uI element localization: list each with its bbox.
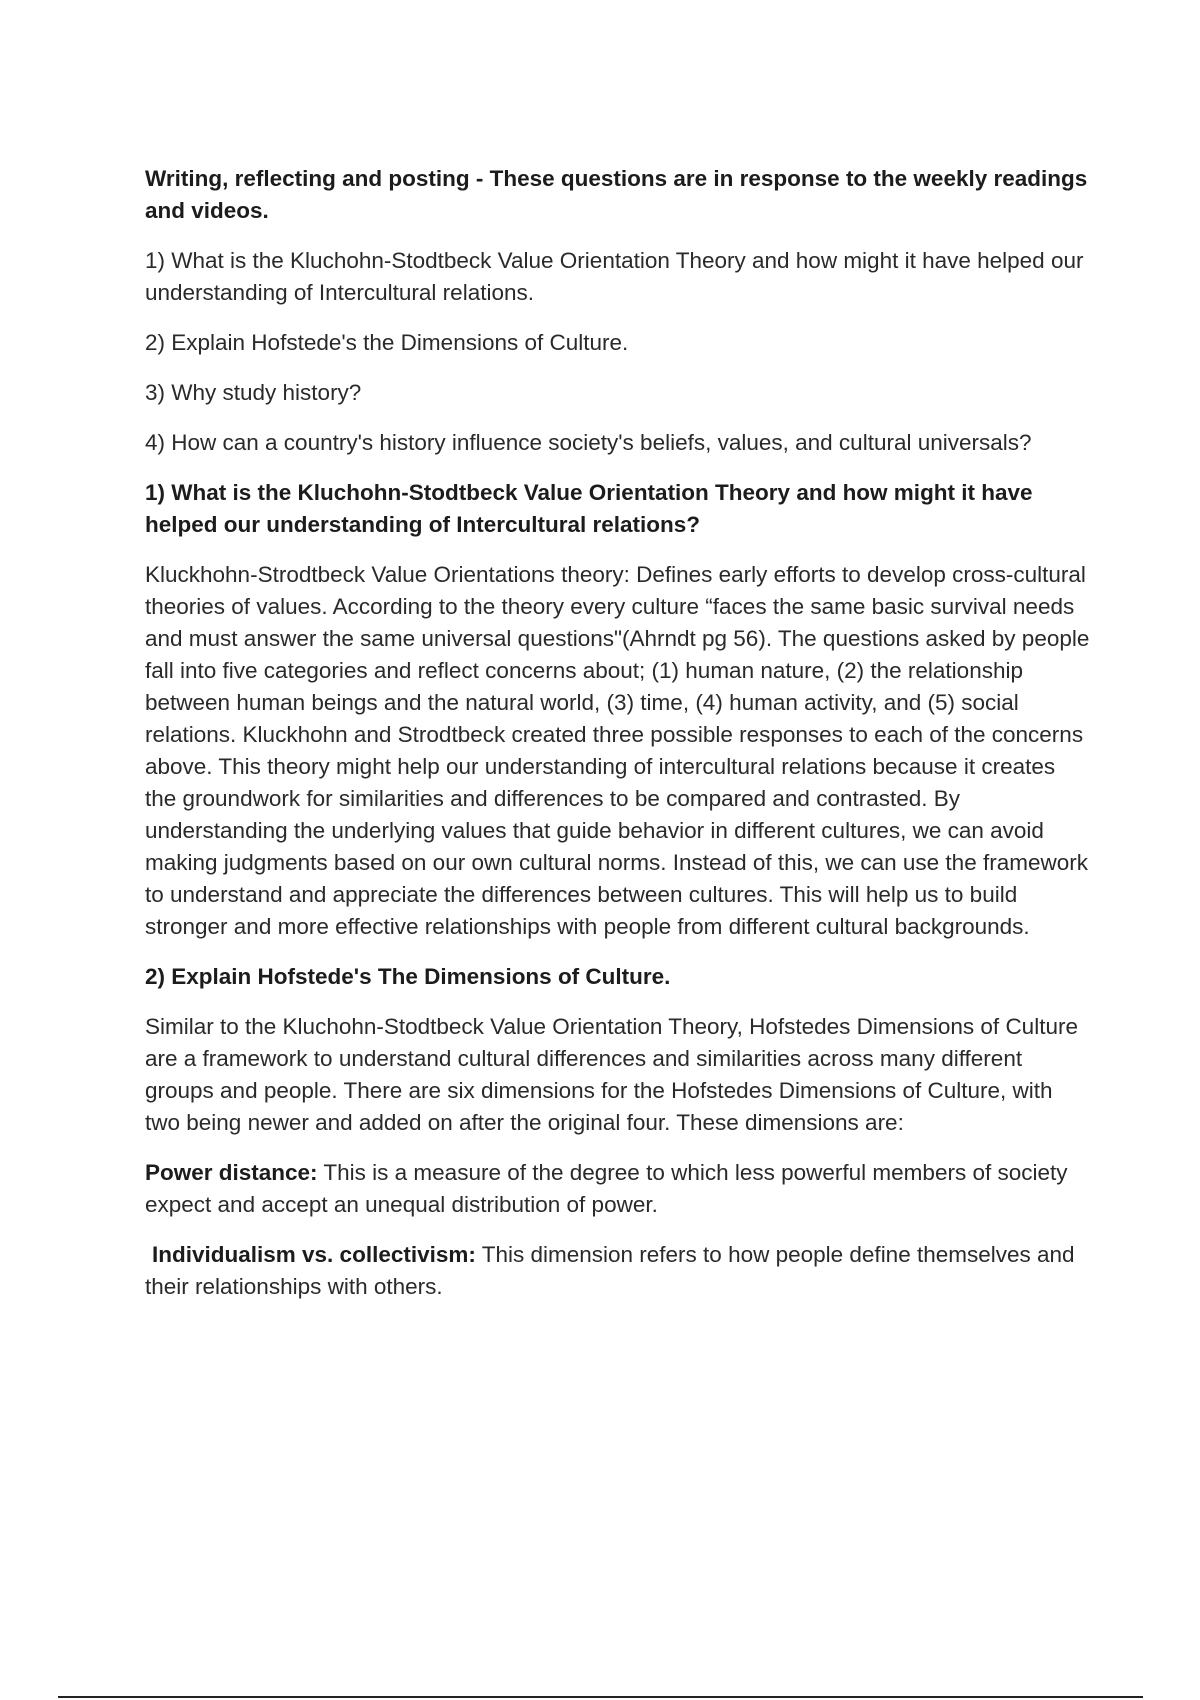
dimension-term: Power distance: xyxy=(145,1160,318,1185)
answer-2-heading: 2) Explain Hofstede's The Dimensions of Culture. xyxy=(145,964,671,989)
assignment-heading: Writing, reflecting and posting - These questions are in response to the weekly readings and videos. xyxy=(145,166,1088,223)
answer-1-heading: 1) What is the Kluchohn-Stodtbeck Value Orientation Theory and how might it have helped our understanding of Intercultural relations? xyxy=(145,480,1033,537)
document-page xyxy=(145,163,1090,1303)
dimension-description: This is a measure of the degree to which less powerful members of society expect and accept an unequal distribution of power. xyxy=(145,1160,1068,1217)
dimension-power-distance xyxy=(145,1157,1090,1221)
dimension-individualism xyxy=(145,1239,1090,1303)
answer-2-intro: Similar to the Kluchohn-Stodtbeck Value Orientation Theory, Hofstedes Dimensions of Culture are a framework to understand cultural differences and similarities across many different groups and people. There are six dimensions for the Hofstedes Dimensions of Culture, with two being newer and added on after the original four. These dimensions are: xyxy=(145,1014,1078,1135)
question-item-2: 2) Explain Hofstede's the Dimensions of Culture. xyxy=(145,330,629,355)
answer-1-body: Kluckhohn-Strodtbeck Value Orientations theory: Defines early efforts to develop cross-cultural theories of values. According to the theory every culture “faces the same basic survival needs and must answer the same universal questions"(Ahrndt pg 56). The questions asked by people fall into five categories and reflect concerns about; (1) human nature, (2) the relationship between human beings and the natural world, (3) time, (4) human activity, and (5) social relations. Kluckhohn and Strodtbeck created three possible responses to each of the concerns above. This theory might help our understanding of intercultural relations because it creates the groundwork for similarities and differences to be compared and contrasted. By understanding the underlying values that guide behavior in different cultures, we can avoid making judgments based on our own cultural norms. Instead of this, we can use the framework to understand and appreciate the differences between cultures. This will help us to build stronger and more effective relationships with people from different cultural backgrounds. xyxy=(145,562,1090,939)
page-bottom-rule xyxy=(58,1696,1143,1698)
question-item-4: 4) How can a country's history influence society's beliefs, values, and cultural universals? xyxy=(145,430,1032,455)
question-item-1: 1) What is the Kluchohn-Stodtbeck Value Orientation Theory and how might it have helped our understanding of Intercultural relations. xyxy=(145,248,1084,305)
dimension-term: Individualism vs. collectivism: xyxy=(152,1242,476,1267)
dimension-description: This dimension refers to how people define themselves and their relationships with others. xyxy=(145,1242,1075,1299)
question-item-3: 3) Why study history? xyxy=(145,380,362,405)
